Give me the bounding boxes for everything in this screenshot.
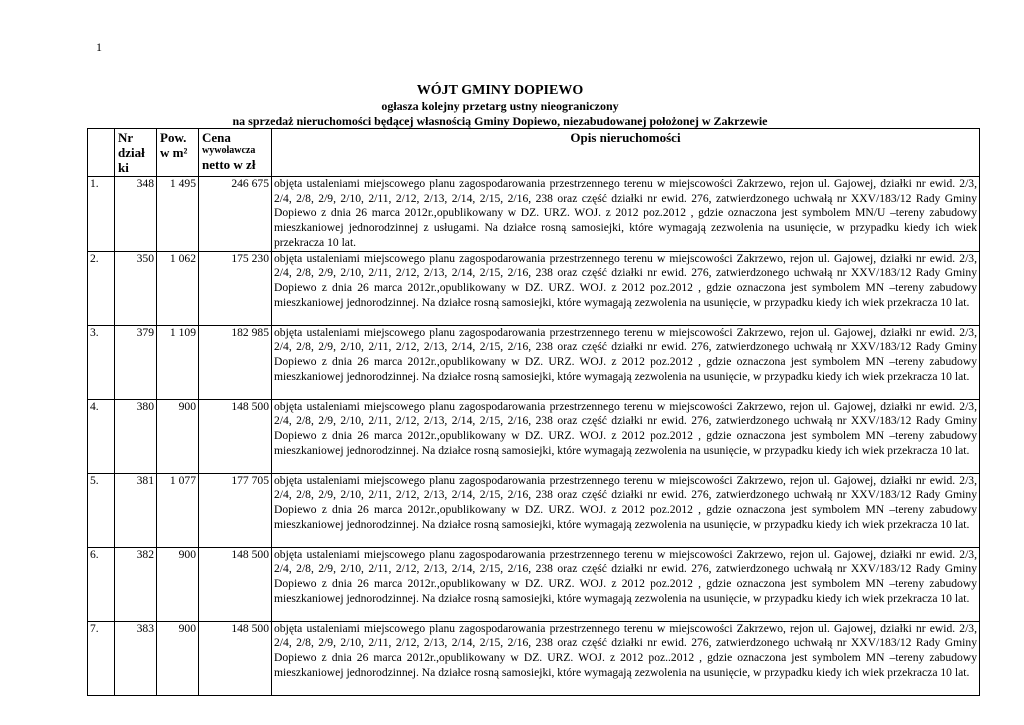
announcement-title: WÓJT GMINY DOPIEWO — [416, 83, 584, 98]
row-index: 7. — [88, 621, 115, 695]
price-cell: 175 230 — [199, 251, 272, 325]
row-index: 4. — [88, 399, 115, 473]
description-cell: objęta ustaleniami miejscowego planu zagospodarowania przestrzennego terenu w miejscowości Zakrzewo, rejon ul. Gajowej, działki nr ewid. 2/3, 2/4, 2/8, 2/9, 2/10, 2/11, 2/12, 2/13, 2/14, 2/15, 2/16, 238 oraz część działki nr ewid. 276, zatwierdzonego uchwałą nr XXV/183/12 Rady Gminy Dopiewo z dnia 26 marca 2012r.,opublikowany w DZ. URZ. WOJ. z 2012 poz.2012 , gdzie oznaczona jest symbolem MN –tereny zabudowy mieszkaniowej jednorodzinnej. Na działce rosną samosiejki, które wymagają zezwolenia na usunięcie, w przypadku kiedy ich wiek przekracza 10 lat. — [272, 251, 980, 325]
area-cell: 1 077 — [157, 473, 199, 547]
area-cell: 900 — [157, 621, 199, 695]
plot-number-cell: 348 — [115, 177, 157, 252]
plot-number-cell: 383 — [115, 621, 157, 695]
property-table — [87, 128, 980, 696]
plot-number-cell: 382 — [115, 547, 157, 621]
page-number: 1 — [96, 40, 102, 54]
area-cell: 1 495 — [157, 177, 199, 252]
announcement-subtitle: ogłasza kolejny przetarg ustny nieograniczony — [381, 99, 619, 113]
description-cell: objęta ustaleniami miejscowego planu zagospodarowania przestrzennego terenu w miejscowości Zakrzewo, rejon ul. Gajowej, działki nr ewid. 2/3, 2/4, 2/8, 2/9, 2/10, 2/11, 2/12, 2/13, 2/14, 2/15, 2/16, 238 oraz część działki nr ewid. 276, zatwierdzonego uchwałą nr XXV/183/12 Rady Gminy Dopiewo z dnia 26 marca 2012r.,opublikowany w DZ. URZ. WOJ. z 2012 poz..2012 , gdzie oznaczona jest symbolem MN –tereny zabudowy mieszkaniowej jednorodzinnej. Na działce rosną samosiejki, które wymagają zezwolenia na usunięcie, w przypadku kiedy ich wiek przekracza 10 lat. — [272, 621, 980, 695]
area-cell: 1 062 — [157, 251, 199, 325]
header-price-tail: netto w zł — [202, 157, 256, 172]
announcement-header — [0, 84, 1000, 128]
row-index: 1. — [88, 177, 115, 252]
area-cell: 900 — [157, 399, 199, 473]
price-cell: 148 500 — [199, 399, 272, 473]
price-cell: 182 985 — [199, 325, 272, 399]
table-row — [88, 399, 980, 473]
header-price-main: Cena — [202, 130, 231, 145]
table-row — [88, 621, 980, 695]
description-cell: objęta ustaleniami miejscowego planu zagospodarowania przestrzennego terenu w miejscowości Zakrzewo, rejon ul. Gajowej, działki nr ewid. 2/3, 2/4, 2/8, 2/9, 2/10, 2/11, 2/12, 2/13, 2/14, 2/15, 2/16, 238 oraz część działki nr ewid. 276, zatwierdzonego uchwałą nr XXV/183/12 Rady Gminy Dopiewo z dnia 26 marca 2012r.,opublikowany w DZ. URZ. WOJ. z 2012 poz.2012 , gdzie oznaczona jest symbolem MN –tereny zabudowy mieszkaniowej jednorodzinnej. Na działce rosną samosiejki, które wymagają zezwolenia na usunięcie, w przypadku kiedy ich wiek przekracza 10 lat. — [272, 473, 980, 547]
header-plot-number: Nr dział ki — [115, 129, 157, 177]
description-cell: objęta ustaleniami miejscowego planu zagospodarowania przestrzennego terenu w miejscowości Zakrzewo, rejon ul. Gajowej, działki nr ewid. 2/3, 2/4, 2/8, 2/9, 2/10, 2/11, 2/12, 2/13, 2/14, 2/15, 2/16, 238 oraz część działki nr ewid. 276, zatwierdzonego uchwałą nr XXV/183/12 Rady Gminy Dopiewo z dnia 26 marca 2012r.,opublikowany w DZ. URZ. WOJ. z 2012 poz.2012 , gdzie oznaczona jest symbolem MN –tereny zabudowy mieszkaniowej jednorodzinnej. Na działce rosną samosiejki, które wymagają zezwolenia na usunięcie, w przypadku kiedy ich wiek przekracza 10 lat. — [272, 399, 980, 473]
area-cell: 900 — [157, 547, 199, 621]
table-row — [88, 251, 980, 325]
header-description: Opis nieruchomości — [272, 129, 980, 177]
header-index — [88, 129, 115, 177]
row-index: 5. — [88, 473, 115, 547]
table-row — [88, 473, 980, 547]
description-cell: objęta ustaleniami miejscowego planu zagospodarowania przestrzennego terenu w miejscowości Zakrzewo, rejon ul. Gajowej, działki nr ewid. 2/3, 2/4, 2/8, 2/9, 2/10, 2/11, 2/12, 2/13, 2/14, 2/15, 2/16, 238 oraz część działki nr ewid. 276, zatwierdzonego uchwałą nr XXV/183/12 Rady Gminy Dopiewo z dnia 26 marca 2012r.,opublikowany w DZ. URZ. WOJ. z 2012 poz.2012 , gdzie oznaczona jest symbolem MN/U –tereny zabudowy mieszkaniowej jednorodzinnej z usługami. Na działce rosną samosiejki, które wymagają zezwolenia na usunięcie, w przypadku kiedy ich wiek przekracza 10 lat. — [272, 177, 980, 252]
announcement-description: na sprzedaż nieruchomości będącej własnością Gminy Dopiewo, niezabudowanej położonej w Zakrzewie — [232, 114, 768, 128]
row-index: 2. — [88, 251, 115, 325]
plot-number-cell: 380 — [115, 399, 157, 473]
description-cell: objęta ustaleniami miejscowego planu zagospodarowania przestrzennego terenu w miejscowości Zakrzewo, rejon ul. Gajowej, działki nr ewid. 2/3, 2/4, 2/8, 2/9, 2/10, 2/11, 2/12, 2/13, 2/14, 2/15, 2/16, 238 oraz część działki nr ewid. 276, zatwierdzonego uchwałą nr XXV/183/12 Rady Gminy Dopiewo z dnia 26 marca 2012r.,opublikowany w DZ. URZ. WOJ. z 2012 poz.2012 , gdzie oznaczona jest symbolem MN –tereny zabudowy mieszkaniowej jednorodzinnej. Na działce rosną samosiejki, które wymagają zezwolenia na usunięcie, w przypadku kiedy ich wiek przekracza 10 lat. — [272, 547, 980, 621]
header-price — [199, 129, 272, 177]
plot-number-cell: 381 — [115, 473, 157, 547]
plot-number-cell: 350 — [115, 251, 157, 325]
price-cell: 148 500 — [199, 547, 272, 621]
table-header-row — [88, 129, 980, 177]
area-cell: 1 109 — [157, 325, 199, 399]
header-price-small: wywoławcza — [202, 145, 256, 156]
row-index: 6. — [88, 547, 115, 621]
price-cell: 246 675 — [199, 177, 272, 252]
row-index: 3. — [88, 325, 115, 399]
price-cell: 148 500 — [199, 621, 272, 695]
table-row — [88, 325, 980, 399]
header-area: Pow. w m² — [157, 129, 199, 177]
price-cell: 177 705 — [199, 473, 272, 547]
table-row — [88, 547, 980, 621]
description-cell: objęta ustaleniami miejscowego planu zagospodarowania przestrzennego terenu w miejscowości Zakrzewo, rejon ul. Gajowej, działki nr ewid. 2/3, 2/4, 2/8, 2/9, 2/10, 2/11, 2/12, 2/13, 2/14, 2/15, 2/16, 238 oraz część działki nr ewid. 276, zatwierdzonego uchwałą nr XXV/183/12 Rady Gminy Dopiewo z dnia 26 marca 2012r.,opublikowany w DZ. URZ. WOJ. z 2012 poz.2012 , gdzie oznaczona jest symbolem MN –tereny zabudowy mieszkaniowej jednorodzinnej. Na działce rosną samosiejki, które wymagają zezwolenia na usunięcie, w przypadku kiedy ich wiek przekracza 10 lat. — [272, 325, 980, 399]
table-row — [88, 177, 980, 252]
plot-number-cell: 379 — [115, 325, 157, 399]
